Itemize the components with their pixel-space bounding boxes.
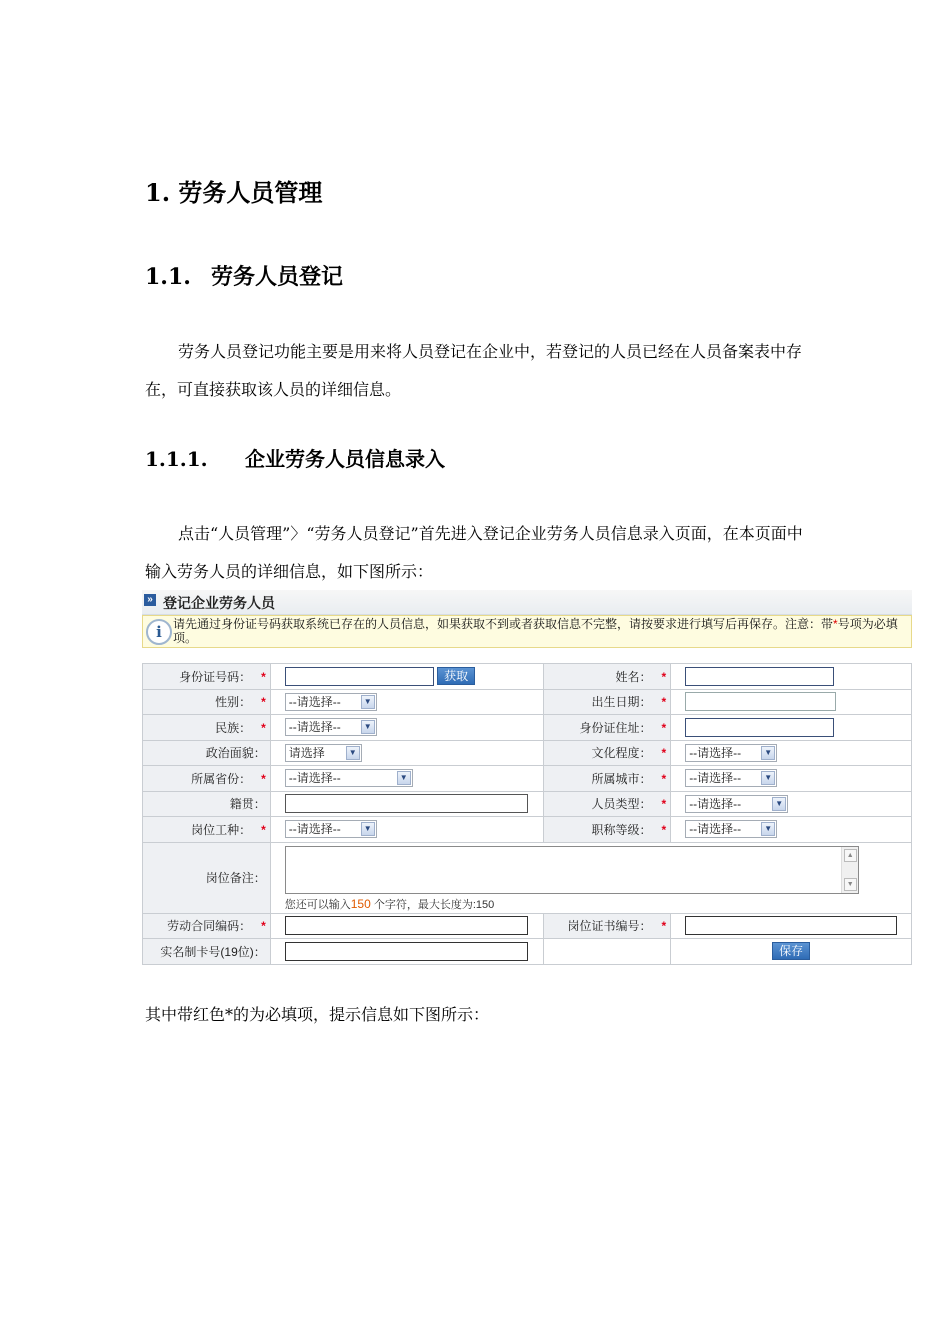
required-note-paragraph: 其中带红色*的为必填项，提示信息如下图所示： [145,1005,490,1024]
id-address-input[interactable] [685,718,834,737]
education-select[interactable]: --请选择-- ▼ [685,744,777,762]
label-contract-no: 劳动合同编码： * [143,913,271,939]
table-row [143,791,912,817]
gender-select[interactable]: --请选择-- ▼ [285,693,377,711]
table-row [143,766,912,792]
info-icon: i [146,619,172,645]
ethnicity-select[interactable]: --请选择-- ▼ [285,718,377,736]
table-row [143,664,912,690]
id-number-input[interactable] [285,667,434,686]
job-type-select[interactable]: --请选择-- ▼ [285,820,377,838]
table-row [143,939,912,965]
chevron-down-icon: ▼ [361,822,375,836]
heading-3-text: 企业劳务人员信息录入 [245,447,445,471]
chevron-down-icon: ▼ [361,695,375,709]
heading-1 [145,173,322,208]
table-row [143,913,912,939]
card-no-input[interactable] [285,942,528,961]
heading-2-number: 1.1. [145,264,191,290]
form-screenshot [142,590,912,975]
heading-1-text: 劳务人员管理 [178,178,323,207]
chevron-down-icon: ▼ [772,797,786,811]
form-titlebar [142,590,912,615]
city-select[interactable]: --请选择-- ▼ [685,769,777,787]
label-city: 所属城市： * [543,766,671,792]
label-job-remark: 岗位备注： [143,842,271,913]
heading-2 [145,260,343,291]
label-education: 文化程度： * [543,740,671,766]
instruction-paragraph: 点击“人员管理”〉“劳务人员登记”首先进入登记企业劳务人员信息录入页面，在本页面中输入劳务人员的详细信息，如下图所示： [145,524,803,581]
birth-date-input[interactable] [685,692,836,711]
label-province: 所属省份： * [143,766,271,792]
province-select[interactable]: --请选择-- ▼ [285,769,413,787]
label-cert-no: 岗位证书编号： * [543,913,671,939]
label-job-type: 岗位工种： * [143,817,271,843]
fetch-button[interactable]: 获取 [437,667,475,685]
chevron-down-icon: ▼ [397,771,411,785]
table-row [143,715,912,741]
label-id-address: 身份证住址： * [543,715,671,741]
native-place-input[interactable] [285,794,528,813]
intro-paragraph: 劳务人员登记功能主要是用来将人员登记在企业中，若登记的人员已经在人员备案表中存在，可直接获取该人员的详细信息。 [145,342,803,399]
registration-form [142,663,912,965]
job-remark-textarea[interactable] [285,846,859,894]
save-button[interactable]: 保存 [772,942,810,960]
double-chevron-icon: » [144,594,156,606]
label-political: 政治面貌： [143,740,271,766]
table-row [143,740,912,766]
heading-3-number: 1.1.1. [145,447,208,471]
heading-3 [145,443,445,472]
label-native-place: 籍贯： [143,791,271,817]
label-person-type: 人员类型： * [543,791,671,817]
label-card-no: 实名制卡号(19位)： [143,939,271,965]
heading-1-number: 1. [145,178,171,207]
notice-box [142,615,912,648]
title-level-select[interactable]: --请选择-- ▼ [685,820,777,838]
label-ethnicity: 民族： * [143,715,271,741]
contract-no-input[interactable] [285,916,528,935]
chevron-down-icon: ▼ [346,746,360,760]
political-select[interactable]: 请选择 ▼ [285,744,362,762]
notice-text: 请先通过身份证号码获取系统已存在的人员信息，如果获取不到或者获取信息不完整，请按要求进行填写后再保存。注意：带*号项为必填项。 [173,617,898,645]
label-gender: 性别： * [143,689,271,715]
chevron-down-icon: ▼ [761,771,775,785]
label-birth-date: 出生日期： * [543,689,671,715]
scrollbar[interactable] [841,847,858,893]
heading-2-text: 劳务人员登记 [211,264,344,290]
form-title: 登记企业劳务人员 [163,595,275,611]
name-input[interactable] [685,667,834,686]
person-type-select[interactable]: --请选择-- ▼ [685,795,788,813]
label-id-number: 身份证号码： * [143,664,271,690]
scroll-up-icon: ▲ [844,849,857,862]
chevron-down-icon: ▼ [761,746,775,760]
table-row [143,842,912,913]
label-title-level: 职称等级： * [543,817,671,843]
label-name: 姓名： * [543,664,671,690]
table-row [143,817,912,843]
chevron-down-icon: ▼ [761,822,775,836]
table-row [143,689,912,715]
char-counter: 您还可以输入150 个字符，最大长度为:150 [284,896,495,911]
scroll-down-icon: ▼ [844,878,857,891]
chevron-down-icon: ▼ [361,720,375,734]
cert-no-input[interactable] [685,916,897,935]
